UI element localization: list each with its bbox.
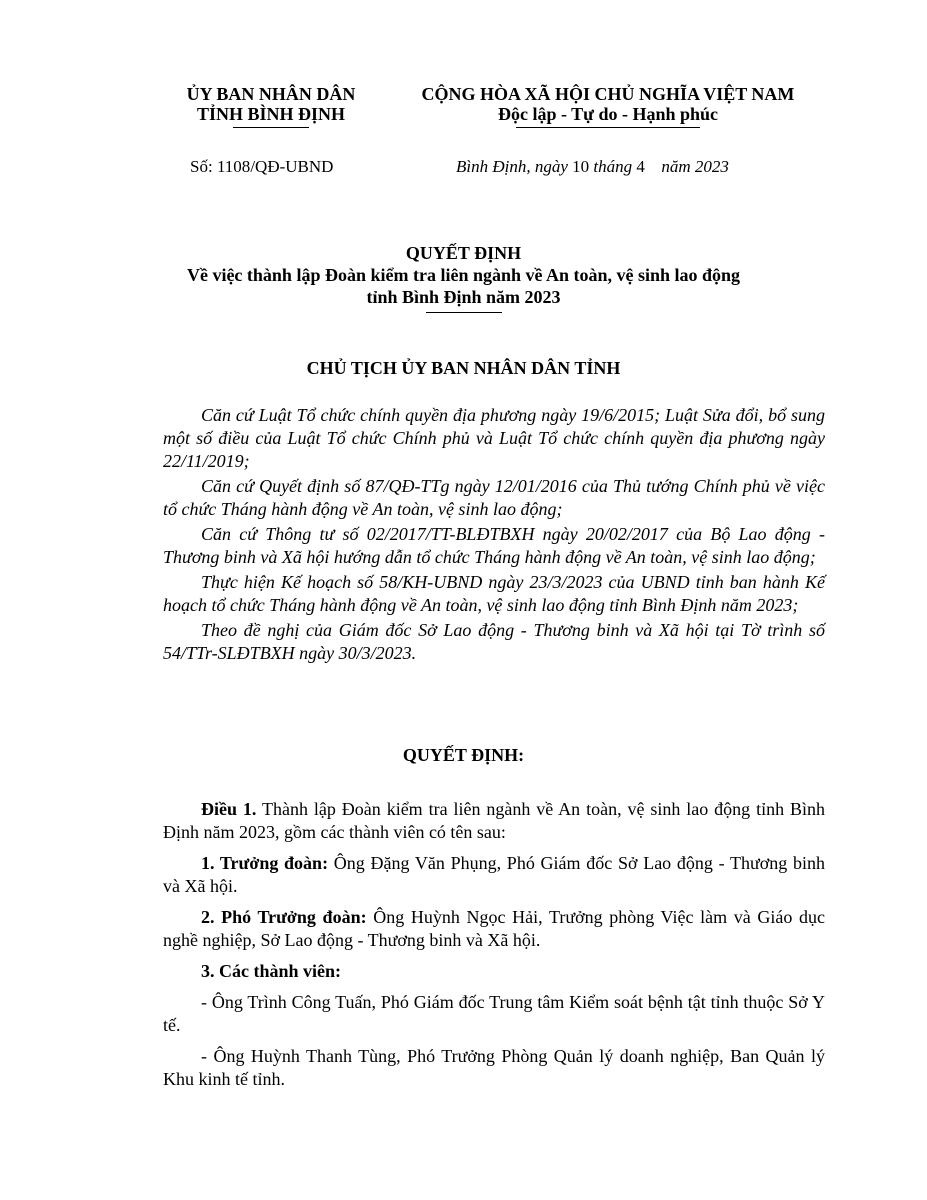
date-month: 4	[636, 157, 645, 176]
number-prefix: Số:	[190, 157, 213, 176]
document-title	[100, 242, 827, 313]
date-day: 10	[572, 157, 590, 176]
number-value: 1108	[216, 157, 251, 176]
title-underline	[426, 312, 502, 313]
title-line-1: Về việc thành lập Đoàn kiểm tra liên ngành về An toàn, vệ sinh lao động	[186, 265, 741, 285]
decision-body	[163, 798, 825, 1099]
legal-basis: Căn cứ Luật Tổ chức chính quyền địa phương ngày 19/6/2015; Luật Sửa đổi, bổ sung một số điều của Luật Tổ chức Chính phủ và Luật Tổ chức chính quyền địa phương ngày 22/11/2019;	[163, 405, 825, 471]
article-1	[163, 798, 825, 844]
legal-basis: Thực hiện Kế hoạch số 58/KH-UBND ngày 23/3/2023 của UBND tỉnh ban hành Kế hoạch tổ chức Tháng hành động về An toàn, vệ sinh lao động tỉnh Bình Định năm 2023;	[163, 572, 825, 615]
team-leader-label: 1. Trưởng đoàn:	[201, 853, 329, 873]
article-1-text: Thành lập Đoàn kiểm tra liên ngành về An toàn, vệ sinh lao động tỉnh Bình Định năm 2023, gồm các thành viên có tên sau:	[163, 799, 826, 842]
deputy-leader-text: Ông Huỳnh Ngọc Hải, Trưởng phòng Việc làm và Giáo dục nghề nghiệp, Sở Lao động - Thương binh và Xã hội.	[163, 907, 825, 950]
nation-line-1: CỘNG HÒA XÃ HỘI CHỦ NGHĨA VIỆT NAM	[421, 84, 795, 104]
org-underline	[233, 127, 309, 128]
org-line-2: TỈNH BÌNH ĐỊNH	[196, 104, 346, 124]
team-leader	[163, 852, 825, 898]
member-item: - Ông Trình Công Tuấn, Phó Giám đốc Trung tâm Kiểm soát bệnh tật tỉnh thuộc Sở Y tế.	[163, 992, 825, 1035]
authority-heading: CHỦ TỊCH ỦY BAN NHÂN DÂN TỈNH	[306, 358, 621, 378]
number-suffix: /QĐ-UBND	[250, 157, 334, 176]
motto-underline	[516, 127, 700, 128]
legal-basis: Theo đề nghị của Giám đốc Sở Lao động - Thương binh và Xã hội tại Tờ trình số 54/TTr-SLĐTBXH ngày 30/3/2023.	[163, 620, 825, 663]
org-line-1: ỦY BAN NHÂN DÂN	[186, 84, 356, 104]
legal-basis: Căn cứ Quyết định số 87/QĐ-TTg ngày 12/01/2016 của Thủ tướng Chính phủ về việc tổ chức Tháng hành động về An toàn, vệ sinh lao động;	[163, 476, 825, 519]
title-heading: QUYẾT ĐỊNH	[405, 243, 522, 263]
issuing-authority	[158, 84, 384, 128]
document-number	[190, 157, 333, 177]
deputy-leader-label: 2. Phó Trưởng đoàn:	[201, 907, 367, 927]
decision-heading: QUYẾT ĐỊNH:	[402, 745, 525, 765]
title-line-2: tỉnh Bình Định năm 2023	[366, 287, 561, 307]
article-1-label: Điều 1.	[201, 799, 257, 819]
deputy-leader	[163, 906, 825, 952]
nation-line-2: Độc lập - Tự do - Hạnh phúc	[497, 104, 719, 124]
date-year: năm 2023	[661, 157, 729, 176]
issue-date	[456, 157, 729, 177]
national-motto	[398, 84, 818, 128]
team-leader-text: Ông Đặng Văn Phụng, Phó Giám đốc Sở Lao động - Thương binh và Xã hội.	[163, 853, 825, 896]
legal-basis: Căn cứ Thông tư số 02/2017/TT-BLĐTBXH ngày 20/02/2017 của Bộ Lao động - Thương binh và Xã hội hướng dẫn tổ chức Tháng hành động về An toàn, vệ sinh lao động;	[163, 524, 825, 567]
date-place: Bình Định, ngày	[456, 157, 568, 176]
legal-bases	[163, 404, 825, 667]
members-heading: 3. Các thành viên:	[201, 961, 342, 981]
date-month-label: tháng	[593, 157, 633, 176]
member-item: - Ông Huỳnh Thanh Tùng, Phó Trưởng Phòng Quản lý doanh nghiệp, Ban Quản lý Khu kinh tế tỉnh.	[163, 1046, 825, 1089]
